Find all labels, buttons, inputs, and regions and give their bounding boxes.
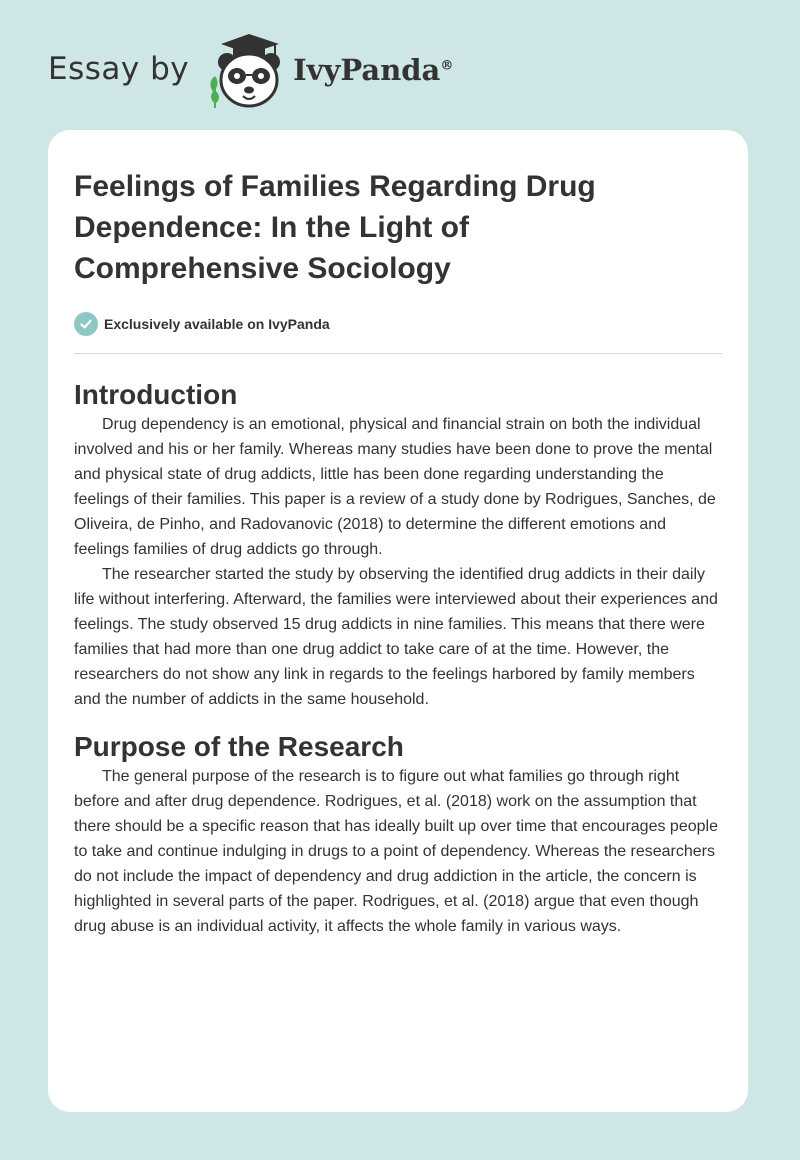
section-purpose-of-research [74,730,722,939]
essay-card [48,130,748,1112]
check-circle-icon [74,312,98,336]
paragraph: Drug dependency is an emotional, physical and financial strain on both the individual involved and his or her family. Whereas many studies have been done to prove the mental and physical state of drug addicts, little has been done regarding understanding the feelings of their families. This paper is a review of a study done by Rodrigues, Sanches, de Oliveira, de Pinho, and Radovanovic (2018) to determine the different emotions and feelings families of drug addicts go through. [74,416,716,558]
brand-prefix: Essay by [48,51,190,87]
exclusive-badge-text: Exclusively available on IvyPanda [104,316,330,332]
essay-content [74,166,722,939]
paragraph: The general purpose of the research is to figure out what families go through right before and after drug dependence. Rodrigues, et al. (2018) work on the assumption that there should be a specific reason that has ideally built up over time that encourages people to take and continue indulging in drugs to a point of dependency. Whereas the researchers do not include the impact of dependency and drug addiction in the article, the concern is highlighted in several parts of the paper. Rodrigues, et al. (2018) argue that even though drug abuse is an individual activity, it affects the whole family in various ways. [74,768,718,935]
section-heading: Introduction [74,379,238,410]
registered-mark: ® [440,58,454,74]
exclusive-badge [74,311,722,337]
site-header [48,32,453,112]
panda-logo-icon[interactable] [203,32,291,112]
title-divider [74,353,722,354]
section-heading: Purpose of the Research [74,731,404,762]
section-introduction [74,378,722,712]
brand-name[interactable]: IvyPanda® [293,53,454,87]
essay-title: Feelings of Families Regarding Drug Dependence: In the Light of Comprehensive Sociology [74,170,596,285]
paragraph: The researcher started the study by observing the identified drug addicts in their daily life without interfering. Afterward, the families were interviewed about their experiences and feelings. The study observed 15 drug addicts in nine families. This means that there were families that had more than one drug addict to take care of at the time. However, the researchers do not show any link in regards to the feelings harbored by family members and the number of addicts in the same household. [74,566,718,708]
